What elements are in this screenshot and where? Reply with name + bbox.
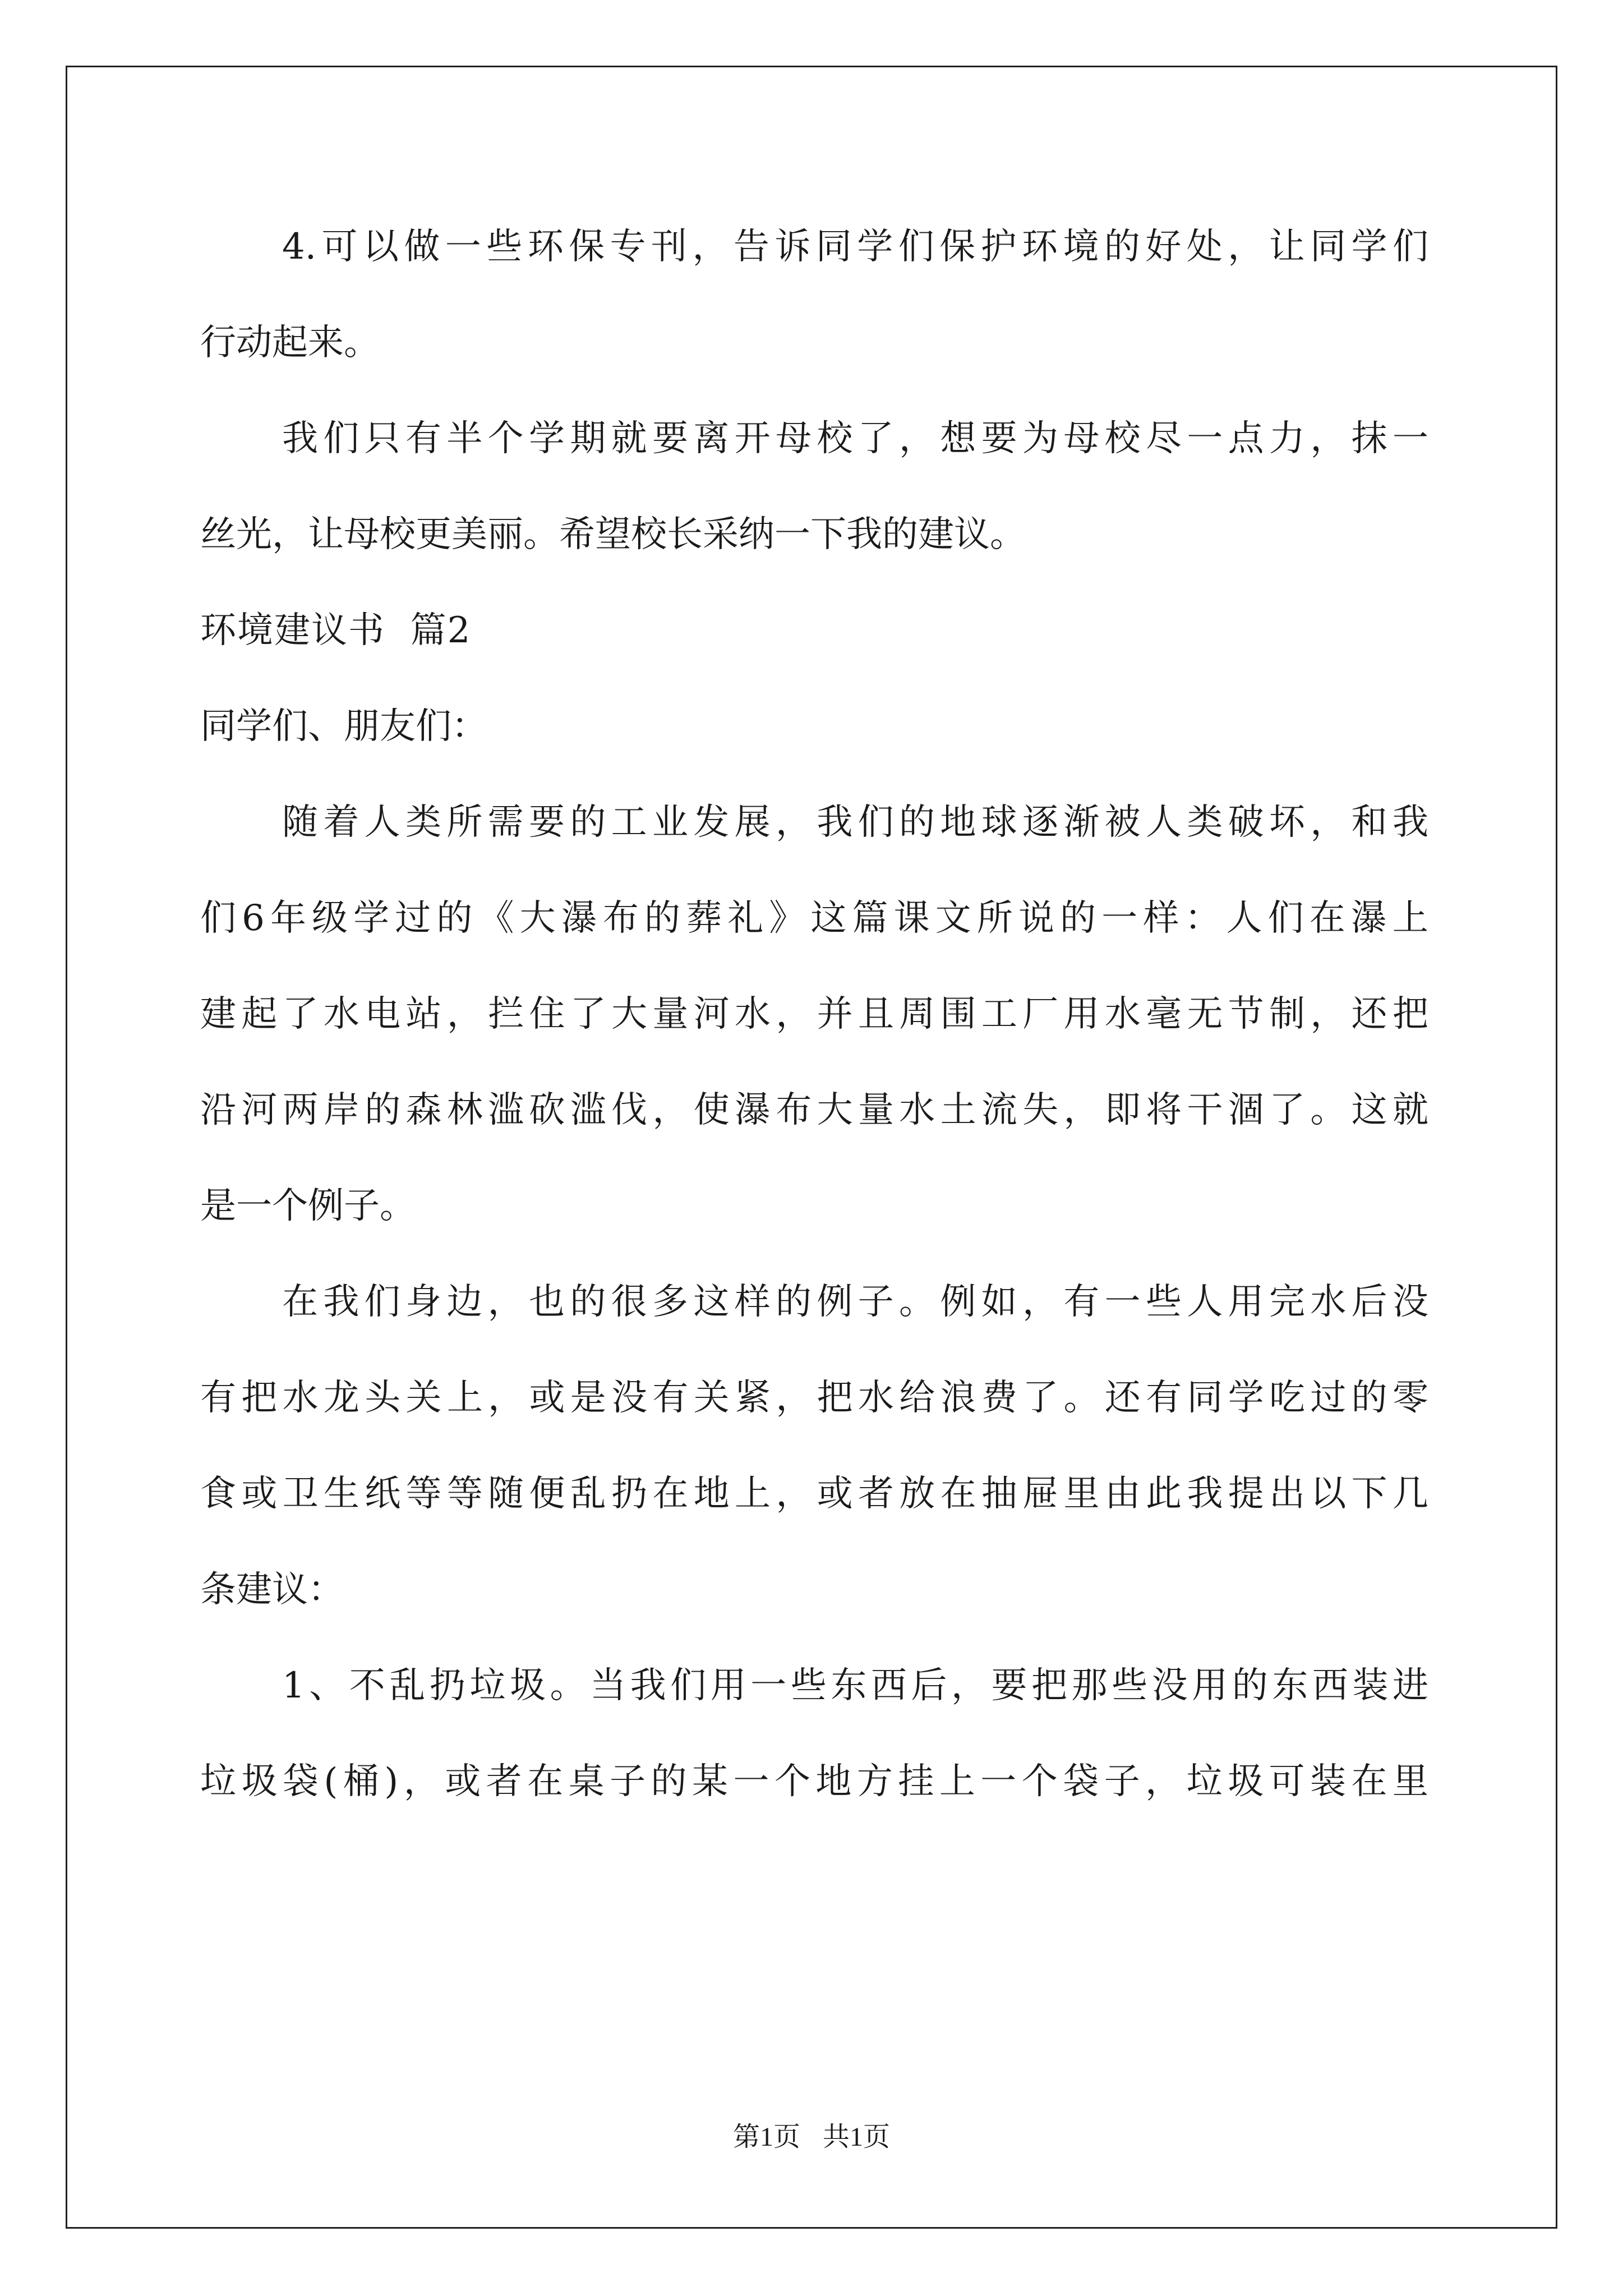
text-line: 随着人类所需要的工业发展，我们的地球逐渐被人类破坏，和我 — [282, 802, 1428, 843]
paragraph-line — [200, 789, 1428, 885]
total-pages-label: 共1页 — [823, 2122, 891, 2152]
paragraph-line — [200, 1268, 1428, 1364]
page-footer — [0, 2115, 1623, 2154]
text-line: 1、不乱扔垃圾。当我们用一些东西后，要把那些没用的东西装进 — [282, 1665, 1428, 1706]
text-line: 条建议： — [200, 1569, 344, 1611]
text-line: 建起了水电站，拦住了大量河水，并且周围工厂用水毫无节制，还把 — [200, 993, 1428, 1035]
current-page-label: 第1页 — [732, 2122, 800, 2152]
paragraph-line — [200, 213, 1428, 309]
text-line: 行动起来。 — [200, 322, 380, 364]
paragraph-line — [200, 1172, 1428, 1268]
section-heading — [200, 597, 1428, 693]
paragraph-line — [200, 1556, 1428, 1652]
paragraph-line — [200, 1652, 1428, 1748]
paragraph-line — [200, 1748, 1428, 1844]
text-line: 沿河两岸的森林滥砍滥伐，使瀑布大量水土流失，即将干涸了。这就 — [200, 1089, 1428, 1131]
text-line: 有把水龙头关上，或是没有关紧，把水给浪费了。还有同学吃过的零 — [200, 1377, 1428, 1419]
text-line: 丝光，让母校更美丽。希望校长采纳一下我的建议。 — [200, 514, 1026, 555]
text-line: 们6年级学过的《大瀑布的葬礼》这篇课文所说的一样：人们在瀑上 — [200, 898, 1428, 939]
paragraph-line — [200, 309, 1428, 405]
salutation — [200, 693, 1428, 789]
heading-text: 环境建议书 篇2 — [200, 610, 472, 651]
paragraph-line — [200, 885, 1428, 981]
paragraph-line — [200, 1460, 1428, 1556]
text-line: 是一个例子。 — [200, 1185, 416, 1227]
text-line: 食或卫生纸等等随便乱扔在地上，或者放在抽屉里由此我提出以下几 — [200, 1473, 1428, 1515]
text-line: 垃圾袋(桶)，或者在桌子的某一个地方挂上一个袋子，垃圾可装在里 — [200, 1761, 1428, 1802]
paragraph-line — [200, 1364, 1428, 1460]
text-line: 在我们身边，也的很多这样的例子。例如，有一些人用完水后没 — [282, 1281, 1428, 1323]
text-line: 4.可以做一些环保专刊，告诉同学们保护环境的好处，让同学们 — [282, 226, 1428, 268]
paragraph-line — [200, 501, 1428, 597]
text-line: 我们只有半个学期就要离开母校了，想要为母校尽一点力，抹一 — [282, 418, 1428, 459]
salutation-text: 同学们、朋友们： — [200, 706, 487, 747]
document-body — [200, 213, 1428, 1844]
paragraph-line — [200, 1076, 1428, 1172]
paragraph-line — [200, 981, 1428, 1076]
paragraph-line — [200, 405, 1428, 501]
